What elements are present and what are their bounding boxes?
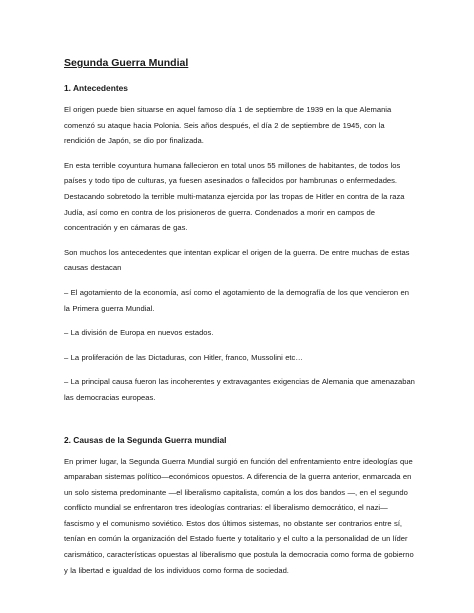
document-title: Segunda Guerra Mundial	[64, 57, 189, 69]
section-heading-antecedentes: 1. Antecedentes	[64, 83, 128, 93]
paragraph-origen: El origen puede bien situarse en aquel famoso día 1 de septiembre de 1939 en la que Alemania comenzó su ataque hacia Polonia. Seis años después, el día 2 de septiembre de 1945, con la rendición de Japón, se dio por finalizada.	[64, 105, 392, 146]
section-heading-causas: 2. Causas de la Segunda Guerra mundial	[64, 434, 227, 445]
list-item-division-europa: – La división de Europa en nuevos estados.	[64, 328, 214, 338]
paragraph-antecedentes-intro: Son muchos los antecedentes que intentan explicar el origen de la guerra. De entre muchas de estas causas destacan	[64, 247, 410, 273]
paragraph-causas: En primer lugar, la Segunda Guerra Mundial surgió en función del enfrentamiento entre ideologías que amparaban sistemas político—económicos opuestos. A diferencia de la guerra anterior, enmarcada en un solo sistema predominante —el liberalismo capitalista, común a los dos bandos —, en el segundo conflicto mundial se enfrentaron tres ideologías contrarias: el liberalismo democrático, el nazi—fascismo y el comunismo soviético. Estos dos últimos sistemas, no obstante ser contrarios entre sí, tenían en común la organización del Estado fuerte y totalitario y el culto a la personalidad de un líder carismático, características opuestas al liberalismo que postula la democracia como forma de gobierno y la libertad e igualdad de los individuos como forma de sociedad.	[64, 456, 414, 575]
list-item-dictaduras: – La proliferación de las Dictaduras, con Hitler, franco, Mussolini etc…	[64, 352, 303, 362]
list-item-exigencias-alemania: – La principal causa fueron las incoherentes y extravagantes exigencias de Alemania que amenazaban las democracias europeas.	[64, 377, 415, 402]
list-item-economia: – El agotamiento de la economía, así como el agotamiento de la demografía de los que vencieron en la Primera guerra Mundial.	[64, 287, 409, 313]
paragraph-coyuntura: En esta terrible coyuntura humana fallecieron en total unos 55 millones de habitantes, de todos los países y todo tipo de culturas, ya fuesen asesinados o fallecidos por hambrunas o enfermedades. Destacando sobretodo la terrible multi-matanza ejercida por las tropas de Hitler en contra de la raza Judía, así como en contra de los prisioneros de guerra. Condenados a morir en campos de concentración y en cámaras de gas.	[64, 160, 405, 233]
